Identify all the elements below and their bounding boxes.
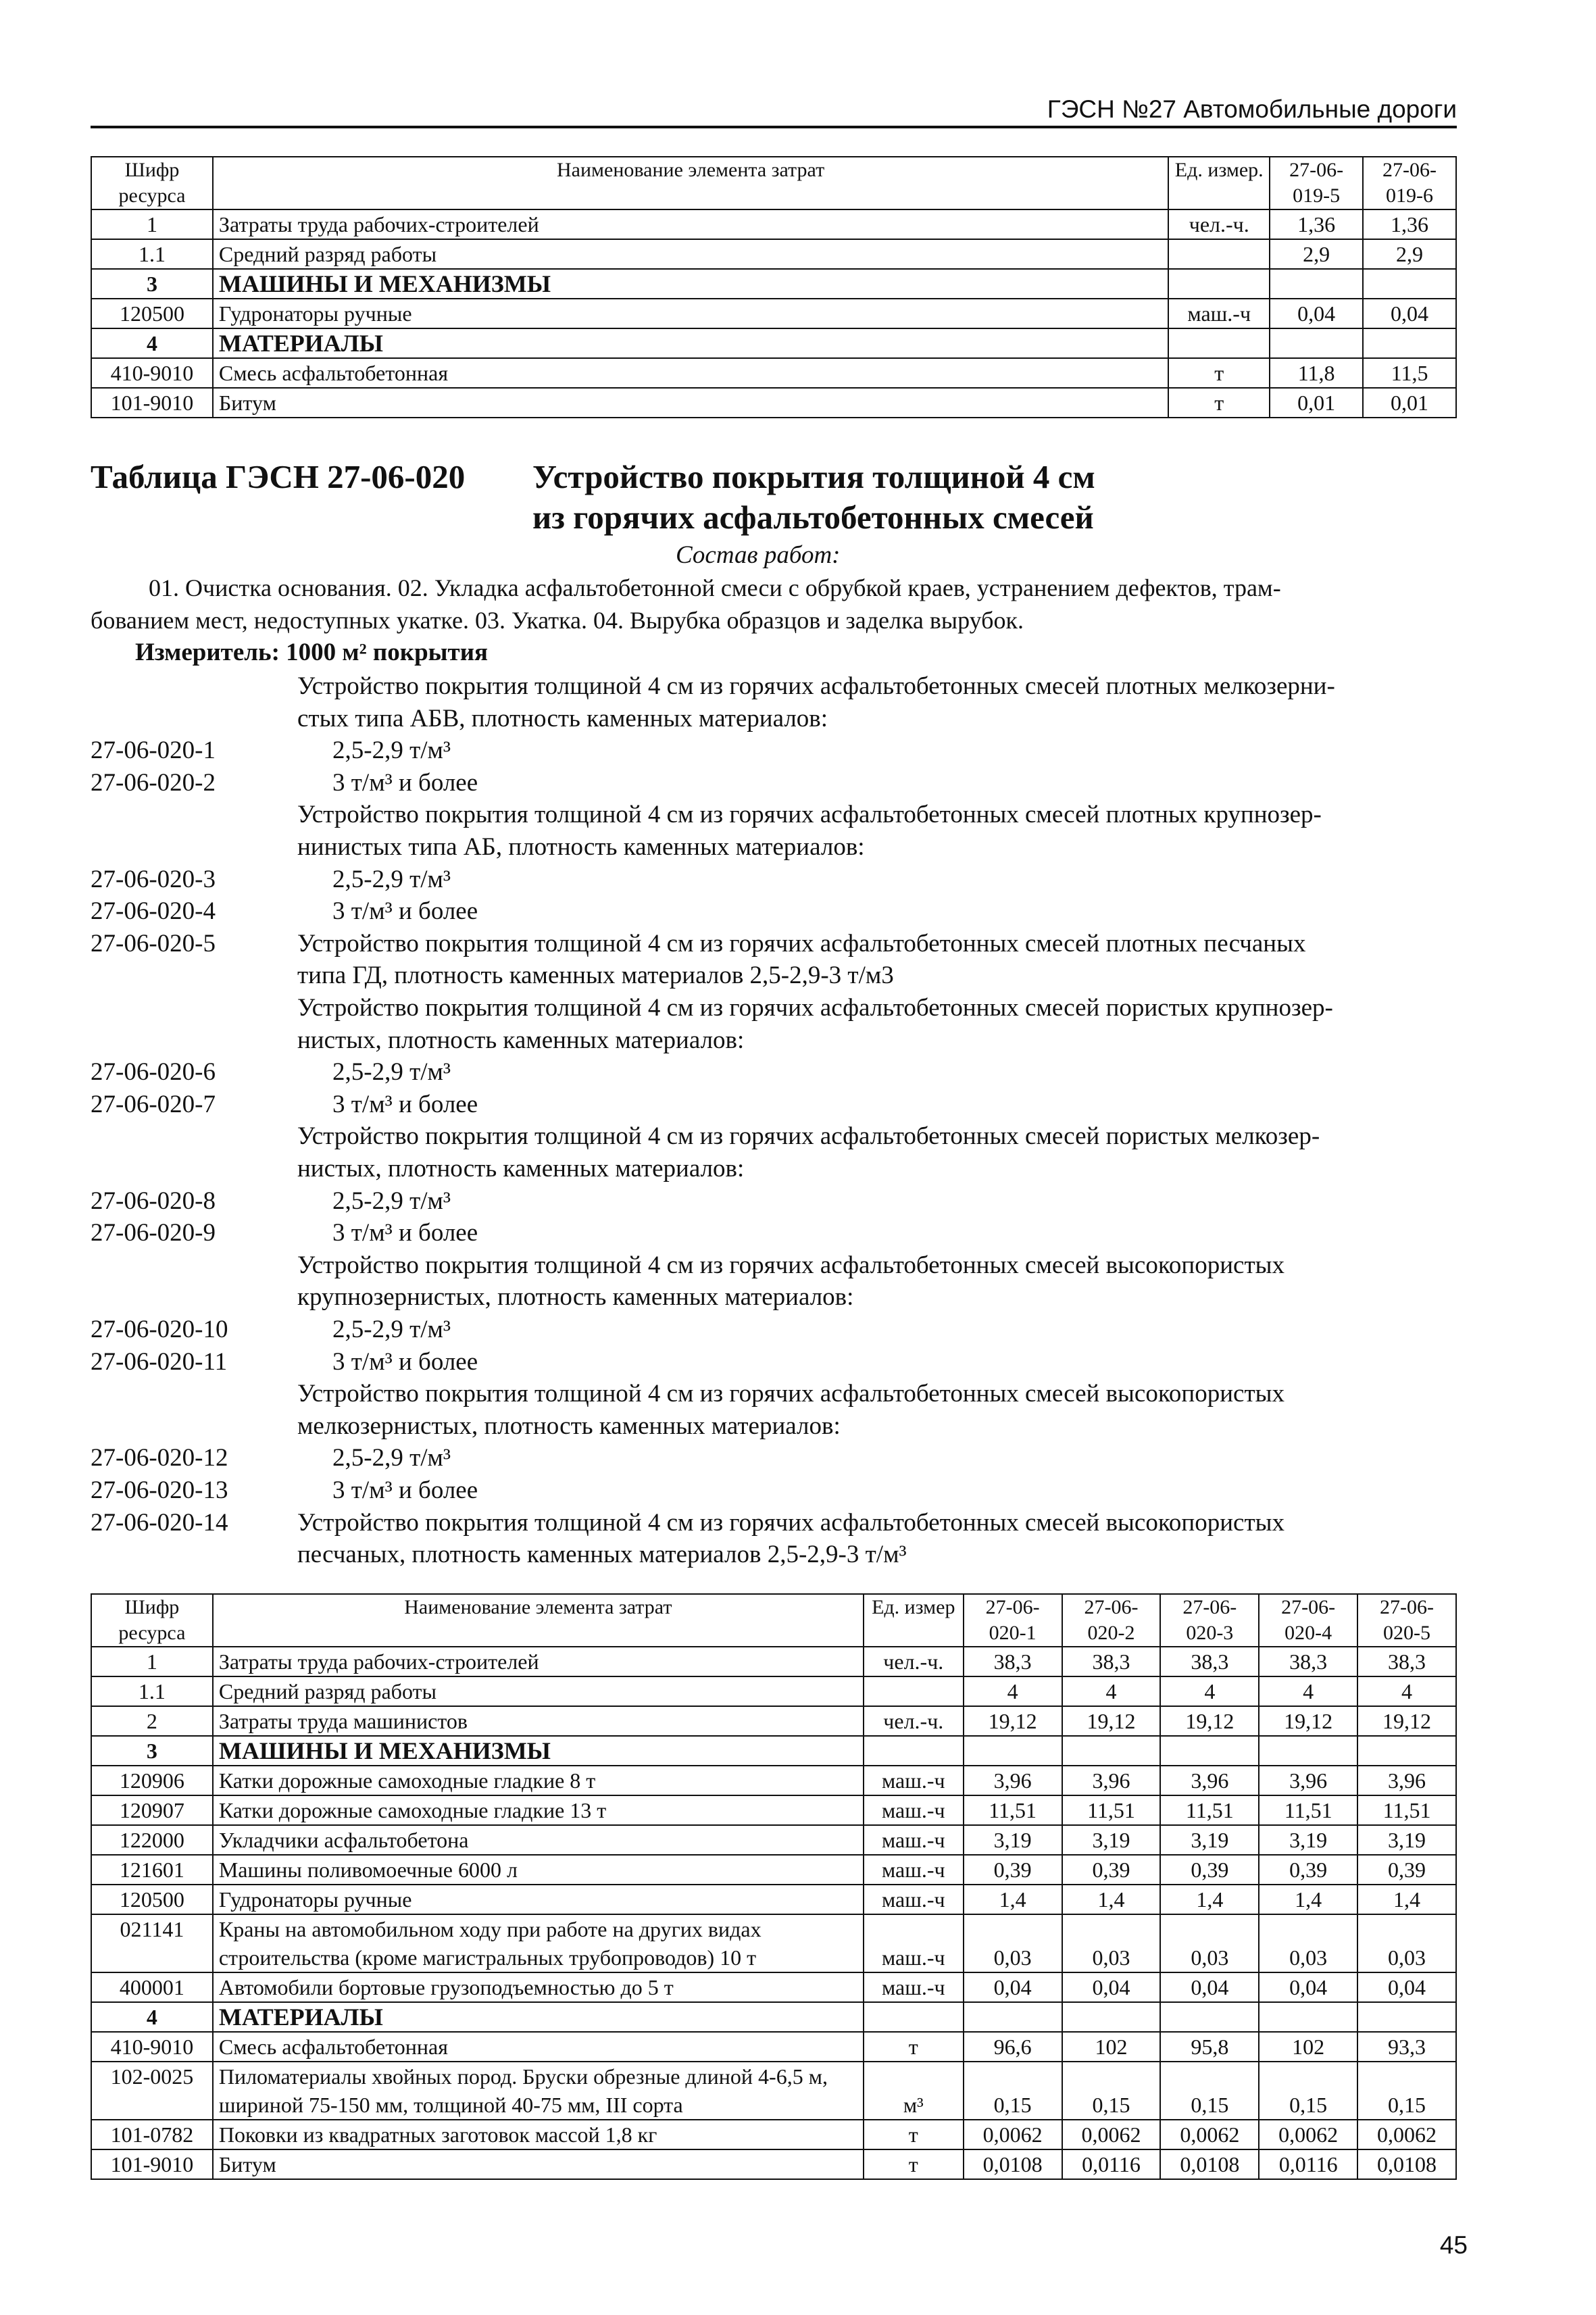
resource-code-cell: 410-9010 [91,358,213,388]
value-cell: 0,39 [1357,1855,1456,1885]
value-cell: 1,4 [1160,1885,1259,1914]
table-row [91,1825,1456,1855]
table-row [91,299,1456,328]
resource-code-cell: 3 [91,269,213,299]
value-cell: 4 [1160,1676,1259,1706]
table-row [91,2002,1456,2032]
value-cell [1259,2002,1357,2032]
header-cell: 27-06-020-5 [1357,1594,1456,1647]
value-cell: 38,3 [964,1647,1062,1676]
resource-name-cell: Битум [213,388,1168,418]
table-header-row [91,157,1456,209]
item-code: 27-06-020-3 [91,865,216,893]
table-row [91,209,1456,239]
resource-name-cell: Смесь асфальтобетонная [213,2032,864,2062]
value-cell: 3,19 [1259,1825,1357,1855]
value-cell: 0,04 [1259,1972,1357,2002]
value-cell [1357,1736,1456,1766]
meter-text: Измеритель: 1000 м² покрытия [135,639,489,666]
unit-cell: чел.-ч. [864,1647,964,1676]
table-row [91,239,1456,269]
resource-name-cell: Гудронаторы ручные [213,299,1168,328]
value-cell: 1,4 [1062,1885,1161,1914]
resource-code-cell: 1 [91,209,213,239]
resource-code-cell: 120907 [91,1795,213,1825]
header-cell: Ед. измер. [1168,157,1270,209]
resource-name-cell: Машины поливомоечные 6000 л [213,1855,864,1885]
item-text: Устройство покрытия толщиной 4 см из горячих асфальтобетонных смесей пористых мелкозер- [297,1122,1320,1151]
table-row [91,388,1456,418]
value-cell: 3,96 [1259,1766,1357,1795]
value-cell: 38,3 [1259,1647,1357,1676]
resource-name-cell: Гудронаторы ручные [213,1885,864,1914]
value-cell: 0,15 [1160,2062,1259,2120]
unit-cell: маш.-ч [864,1972,964,2002]
value-cell: 96,6 [964,2032,1062,2062]
value-cell: 0,03 [1160,1914,1259,1972]
item-text: Устройство покрытия толщиной 4 см из горячих асфальтобетонных смесей плотных крупнозер- [297,801,1322,829]
unit-cell: чел.-ч. [864,1706,964,1736]
value-cell: 38,3 [1160,1647,1259,1676]
value-cell: 93,3 [1357,2032,1456,2062]
unit-cell: маш.-ч [1168,299,1270,328]
header-cell: 27-06-020-4 [1259,1594,1357,1647]
item-text: нистых, плотность каменных материалов: [297,1155,745,1183]
work-composition-line-1: 01. Очистка основания. 02. Укладка асфальтобетонной смеси с обрубкой краев, устранением дефектов, трам- [149,574,1281,601]
value-cell [1062,2002,1161,2032]
resource-name-cell: Автомобили бортовые грузоподъемностью до 5 т [213,1972,864,2002]
item-code: 27-06-020-13 [91,1476,228,1504]
unit-cell: маш.-ч [864,1885,964,1914]
resource-name-cell: Битум [213,2149,864,2179]
value-cell: 1,4 [964,1885,1062,1914]
value-cell: 0,03 [964,1914,1062,1972]
value-cell: 3,19 [1357,1825,1456,1855]
item-code: 27-06-020-7 [91,1090,216,1118]
resource-code-cell: 1.1 [91,1676,213,1706]
item-code: 27-06-020-2 [91,768,216,797]
unit-cell: маш.-ч [864,1766,964,1795]
item-text: Устройство покрытия толщиной 4 см из горячих асфальтобетонных смесей высокопористых [297,1251,1285,1279]
value-cell: 11,51 [1160,1795,1259,1825]
resource-name-cell: МАТЕРИАЛЫ [213,2002,864,2032]
table-row [91,1766,1456,1795]
header-cell: Ед. измер [864,1594,964,1647]
header-cell: Шифр ресурса [91,157,213,209]
resource-name-cell: Катки дорожные самоходные гладкие 8 т [213,1766,864,1795]
unit-cell: м³ [864,2062,964,2120]
resource-name-cell: Пиломатериалы хвойных пород. Бруски обрезные длиной 4-6,5 м, шириной 75-150 мм, толщиной 40-75 мм, III сорта [213,2062,864,2120]
resource-code-cell: 102-0025 [91,2062,213,2120]
resource-name-cell: МАШИНЫ И МЕХАНИЗМЫ [213,1736,864,1766]
resource-name-cell: Краны на автомобильном ходу при работе на других видах строительства (кроме магистральных трубопроводов) 10 т [213,1914,864,1972]
value-cell: 0,15 [1357,2062,1456,2120]
item-text: песчаных, плотность каменных материалов 2,5-2,9-3 т/м³ [297,1541,907,1569]
resource-code-cell: 4 [91,328,213,358]
resource-name-cell: МАТЕРИАЛЫ [213,328,1168,358]
value-cell [1270,328,1363,358]
value-cell: 0,0062 [964,2120,1062,2149]
value-cell: 0,01 [1363,388,1456,418]
resource-name-cell: Укладчики асфальтобетона [213,1825,864,1855]
item-text: 3 т/м³ и более [332,1476,478,1504]
resource-table-2 [91,1593,1457,2180]
value-cell: 0,39 [1259,1855,1357,1885]
resource-table-1 [91,156,1457,418]
item-text: нистых, плотность каменных материалов: [297,1026,745,1054]
table-row [91,2062,1456,2120]
value-cell: 3,19 [1160,1825,1259,1855]
table-row [91,1855,1456,1885]
resource-name-cell: МАШИНЫ И МЕХАНИЗМЫ [213,269,1168,299]
resource-code-cell: 4 [91,2002,213,2032]
value-cell: 19,12 [1160,1706,1259,1736]
value-cell [964,1736,1062,1766]
value-cell: 0,0062 [1357,2120,1456,2149]
table-row [91,1885,1456,1914]
resource-code-cell: 3 [91,1736,213,1766]
unit-cell: т [1168,388,1270,418]
value-cell: 1,36 [1363,209,1456,239]
value-cell: 0,39 [1062,1855,1161,1885]
resource-code-cell: 021141 [91,1914,213,1972]
unit-cell: маш.-ч [864,1825,964,1855]
value-cell: 0,04 [1357,1972,1456,2002]
value-cell: 102 [1062,2032,1161,2062]
table-row [91,1736,1456,1766]
item-text: 2,5-2,9 т/м³ [332,865,451,893]
item-text: 2,5-2,9 т/м³ [332,1444,451,1472]
value-cell: 11,51 [1062,1795,1161,1825]
item-text: 3 т/м³ и более [332,1219,478,1247]
value-cell: 1,4 [1357,1885,1456,1914]
table-row [91,2120,1456,2149]
unit-cell: маш.-ч [864,1855,964,1885]
resource-code-cell: 101-9010 [91,2149,213,2179]
unit-cell: т [864,2032,964,2062]
unit-cell [864,1736,964,1766]
value-cell: 38,3 [1357,1647,1456,1676]
resource-code-cell: 121601 [91,1855,213,1885]
value-cell: 0,04 [1363,299,1456,328]
item-text: 3 т/м³ и более [332,1347,478,1376]
item-code: 27-06-020-14 [91,1508,228,1537]
item-text: 2,5-2,9 т/м³ [332,1058,451,1087]
value-cell: 11,51 [964,1795,1062,1825]
table-row [91,1972,1456,2002]
item-code: 27-06-020-12 [91,1444,228,1472]
value-cell: 4 [1062,1676,1161,1706]
unit-cell: маш.-ч [864,1914,964,1972]
value-cell: 3,96 [1062,1766,1161,1795]
table-header-row [91,1594,1456,1647]
header-cell: 27-06-019-6 [1363,157,1456,209]
item-text: типа ГД, плотность каменных материалов 2,5-2,9-3 т/м3 [297,962,894,990]
resource-name-cell: Средний разряд работы [213,239,1168,269]
value-cell: 11,5 [1363,358,1456,388]
resource-name-cell: Затраты труда рабочих-строителей [213,209,1168,239]
resource-code-cell: 122000 [91,1825,213,1855]
resource-code-cell: 400001 [91,1972,213,2002]
unit-cell: маш.-ч [864,1795,964,1825]
resource-name-cell: Затраты труда машинистов [213,1706,864,1736]
value-cell: 3,19 [964,1825,1062,1855]
resource-code-cell: 120500 [91,1885,213,1914]
running-header: ГЭСН №27 Автомобильные дороги [91,95,1457,128]
value-cell: 0,0062 [1062,2120,1161,2149]
value-cell: 0,15 [1062,2062,1161,2120]
value-cell: 11,8 [1270,358,1363,388]
item-text: нинистых типа АБ, плотность каменных материалов: [297,833,865,861]
table-row [91,328,1456,358]
resource-code-cell: 101-9010 [91,388,213,418]
resource-code-cell: 1 [91,1647,213,1676]
header-cell: 27-06-020-2 [1062,1594,1161,1647]
value-cell: 0,03 [1357,1914,1456,1972]
value-cell: 102 [1259,2032,1357,2062]
value-cell: 0,04 [1160,1972,1259,2002]
value-cell: 38,3 [1062,1647,1161,1676]
value-cell: 4 [1357,1676,1456,1706]
value-cell: 3,19 [1062,1825,1161,1855]
header-cell: 27-06-020-1 [964,1594,1062,1647]
resource-code-cell: 1.1 [91,239,213,269]
item-text: 2,5-2,9 т/м³ [332,737,451,765]
item-text: 3 т/м³ и более [332,897,478,926]
value-cell [1160,1736,1259,1766]
value-cell: 1,36 [1270,209,1363,239]
resource-name-cell: Затраты труда рабочих-строителей [213,1647,864,1676]
value-cell: 3,96 [1357,1766,1456,1795]
value-cell: 0,04 [964,1972,1062,2002]
value-cell [1259,1736,1357,1766]
item-text: Устройство покрытия толщиной 4 см из горячих асфальтобетонных смесей плотных песчаных [297,929,1306,957]
resource-name-cell: Катки дорожные самоходные гладкие 13 т [213,1795,864,1825]
item-code: 27-06-020-1 [91,737,216,765]
value-cell: 4 [964,1676,1062,1706]
item-code: 27-06-020-10 [91,1316,228,1343]
meter-label [135,637,488,669]
value-cell: 11,51 [1357,1795,1456,1825]
table-row [91,2032,1456,2062]
unit-cell [1168,269,1270,299]
unit-cell [864,1676,964,1706]
table-row [91,1706,1456,1736]
value-cell: 0,03 [1062,1914,1161,1972]
value-cell: 0,0062 [1160,2120,1259,2149]
unit-cell: чел.-ч. [1168,209,1270,239]
item-text: стых типа АБВ, плотность каменных материалов: [297,704,828,732]
header-cell: Наименование элемента затрат [213,1594,864,1647]
table-row [91,2149,1456,2179]
value-cell [1270,269,1363,299]
work-composition-line-2: бованием мест, недоступных укатке. 03. Укатка. 04. Вырубка образцов и заделка вырубок. [91,607,1024,634]
table-title-left: Таблица ГЭСН 27-06-020 [91,458,466,495]
resource-code-cell: 410-9010 [91,2032,213,2062]
value-cell: 0,01 [1270,388,1363,418]
item-code: 27-06-020-9 [91,1219,216,1247]
value-cell [1363,269,1456,299]
value-cell: 0,15 [1259,2062,1357,2120]
value-cell [1363,328,1456,358]
resource-name-cell: Смесь асфальтобетонная [213,358,1168,388]
resource-code-cell: 120906 [91,1766,213,1795]
value-cell: 0,0062 [1259,2120,1357,2149]
item-text: мелкозернистых, плотность каменных материалов: [297,1412,841,1440]
value-cell: 2,9 [1363,239,1456,269]
item-text: 3 т/м³ и более [332,768,478,797]
resource-name-cell: Поковки из квадратных заготовок массой 1,8 кг [213,2120,864,2149]
table-row [91,1676,1456,1706]
value-cell: 0,0116 [1062,2149,1161,2179]
item-text: 2,5-2,9 т/м³ [332,1316,451,1343]
value-cell: 19,12 [1259,1706,1357,1736]
table-row [91,1647,1456,1676]
header-cell: Шифр ресурса [91,1594,213,1647]
item-code: 27-06-020-4 [91,897,216,926]
value-cell: 3,96 [964,1766,1062,1795]
value-cell: 2,9 [1270,239,1363,269]
work-composition-label: Состав работ: [676,541,841,569]
page-number: 45 [1439,2231,1468,2259]
item-text: Устройство покрытия толщиной 4 см из горячих асфальтобетонных смесей пористых крупнозер- [297,994,1333,1022]
table-row [91,269,1456,299]
item-code: 27-06-020-5 [91,929,216,957]
value-cell: 0,15 [964,2062,1062,2120]
item-text: Устройство покрытия толщиной 4 см из горячих асфальтобетонных смесей высокопористых [297,1508,1285,1537]
value-cell [1357,2002,1456,2032]
item-text: крупнозернистых, плотность каменных материалов: [297,1283,854,1312]
item-text: Устройство покрытия толщиной 4 см из горячих асфальтобетонных смесей плотных мелкозерни- [297,672,1335,700]
value-cell: 1,4 [1259,1885,1357,1914]
table-row [91,1914,1456,1972]
unit-cell [1168,328,1270,358]
value-cell [1160,2002,1259,2032]
item-text: 2,5-2,9 т/м³ [332,1187,451,1215]
value-cell: 0,0116 [1259,2149,1357,2179]
value-cell [964,2002,1062,2032]
resource-name-cell: Средний разряд работы [213,1676,864,1706]
header-cell: Наименование элемента затрат [213,157,1168,209]
item-code: 27-06-020-11 [91,1347,228,1376]
value-cell: 0,04 [1270,299,1363,328]
table-title-line-2: из горячих асфальтобетонных смесей [532,499,1094,536]
value-cell: 0,0108 [1160,2149,1259,2179]
value-cell: 19,12 [1062,1706,1161,1736]
value-cell: 19,12 [964,1706,1062,1736]
resource-code-cell: 101-0782 [91,2120,213,2149]
item-text: 3 т/м³ и более [332,1090,478,1118]
table-title-line-1: Устройство покрытия толщиной 4 см [532,458,1095,495]
header-cell: 27-06-019-5 [1270,157,1363,209]
unit-cell [1168,239,1270,269]
resource-code-cell: 2 [91,1706,213,1736]
item-code: 27-06-020-8 [91,1187,216,1215]
item-code: 27-06-020-6 [91,1058,216,1087]
unit-cell [864,2002,964,2032]
value-cell: 0,39 [964,1855,1062,1885]
value-cell [1062,1736,1161,1766]
value-cell: 11,51 [1259,1795,1357,1825]
table-row [91,358,1456,388]
unit-cell: т [864,2120,964,2149]
value-cell: 19,12 [1357,1706,1456,1736]
value-cell: 4 [1259,1676,1357,1706]
value-cell: 0,03 [1259,1914,1357,1972]
unit-cell: т [1168,358,1270,388]
header-cell: 27-06-020-3 [1160,1594,1259,1647]
value-cell: 0,0108 [964,2149,1062,2179]
table-row [91,1795,1456,1825]
unit-cell: т [864,2149,964,2179]
item-text: Устройство покрытия толщиной 4 см из горячих асфальтобетонных смесей высокопористых [297,1380,1285,1408]
value-cell: 0,0108 [1357,2149,1456,2179]
resource-code-cell: 120500 [91,299,213,328]
value-cell: 3,96 [1160,1766,1259,1795]
value-cell: 0,04 [1062,1972,1161,2002]
value-cell: 0,39 [1160,1855,1259,1885]
value-cell: 95,8 [1160,2032,1259,2062]
